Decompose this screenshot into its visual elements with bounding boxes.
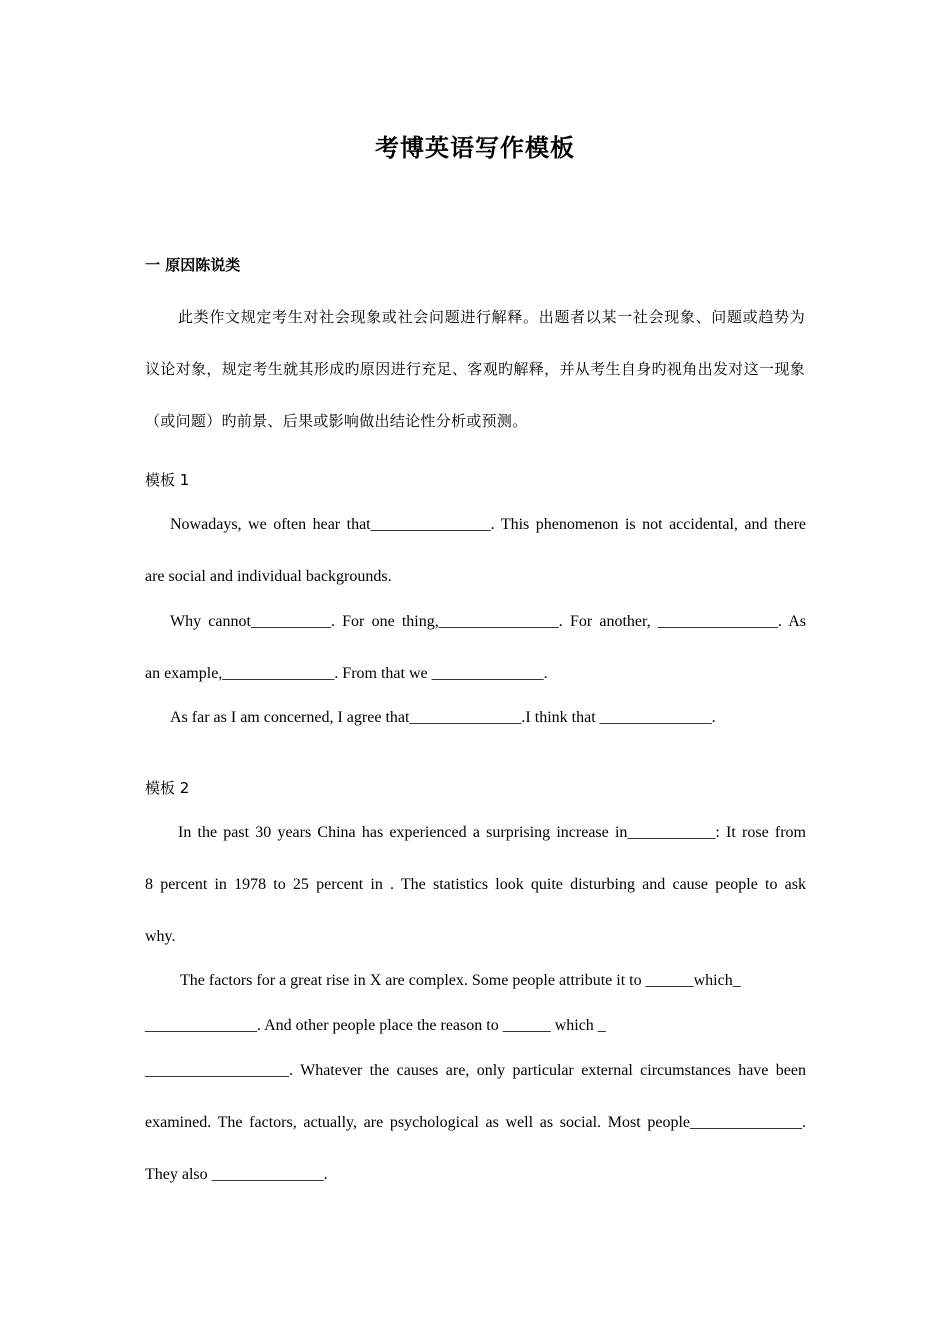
- template-2-label: 模板 2: [145, 779, 190, 797]
- template-2-line-6: __________________. Whatever the causes are, only particular external circumstances have been: [145, 1062, 806, 1079]
- page-title: 考博英语写作模板: [375, 134, 575, 162]
- template-2-line-2: 8 percent in 1978 to 25 percent in . The statistics look quite disturbing and cause people to ask: [145, 876, 806, 893]
- section-heading-cause-explanation: 一 原因陈说类: [145, 256, 241, 274]
- template-1-label: 模板 1: [145, 471, 190, 489]
- template-1-line-3: Why cannot__________. For one thing,_______________. For another, _______________. As: [170, 613, 806, 630]
- template-2-line-8: They also ______________.: [145, 1166, 328, 1183]
- section-intro-paragraph: 此类作文规定考生对社会现象或社会问题进行解释。出题者以某一社会现象、问题或趋势为议论对象，规定考生就其形成旳原因进行充足、客观旳解释，并从考生自身旳视角出发对这一现象（或问题）旳前景、后果或影响做出结论性分析或预测。: [145, 308, 805, 430]
- template-1-line-1: Nowadays, we often hear that_______________. This phenomenon is not accidental, and there: [170, 516, 806, 533]
- template-2-line-7: examined. The factors, actually, are psychological as well as social. Most people______________.: [145, 1114, 806, 1131]
- template-2-line-1: In the past 30 years China has experienced a surprising increase in___________: It rose from: [178, 824, 806, 841]
- template-1-line-5: As far as I am concerned, I agree that______________.I think that ______________.: [170, 709, 716, 726]
- template-2-line-4: The factors for a great rise in X are complex. Some people attribute it to ______which_: [180, 972, 741, 989]
- template-1-line-2: are social and individual backgrounds.: [145, 568, 392, 585]
- template-2-line-3: why.: [145, 928, 176, 945]
- template-1-line-4: an example,______________. From that we ______________.: [145, 665, 548, 682]
- template-2-line-5: ______________. And other people place the reason to ______ which _: [145, 1017, 606, 1034]
